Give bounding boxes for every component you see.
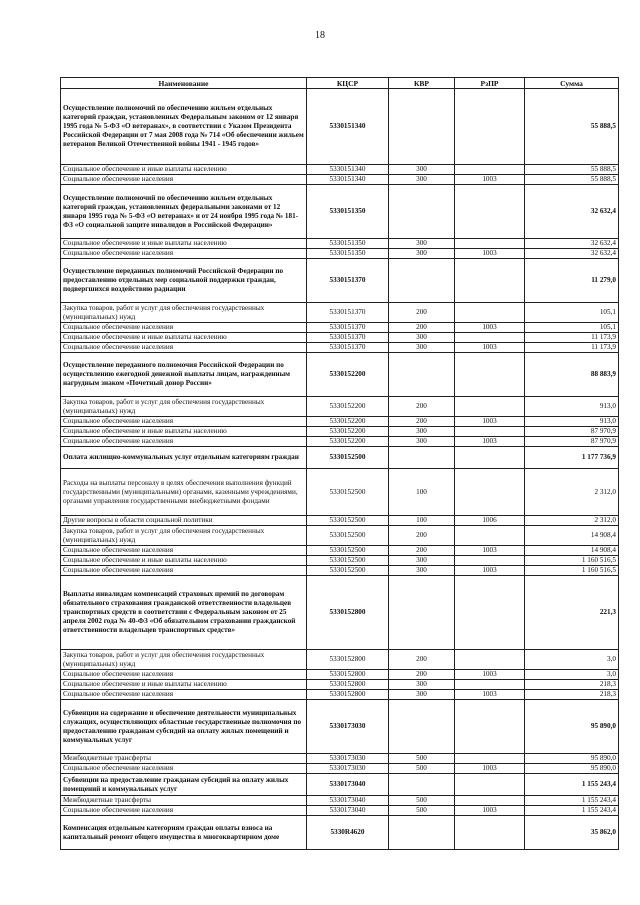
- table-row: [61, 397, 619, 417]
- cell-rzpr: [455, 259, 525, 303]
- cell-kcsr: 5330152200: [307, 397, 389, 417]
- cell-sum: 218,3: [525, 690, 619, 700]
- cell-kcsr: 5330152800: [307, 650, 389, 670]
- cell-sum: 221,3: [525, 576, 619, 650]
- table-row: [61, 249, 619, 259]
- cell-rzpr: 1003: [455, 343, 525, 353]
- cell-sum: 32 632,4: [525, 239, 619, 249]
- cell-rzpr: [455, 556, 525, 566]
- cell-kcsr: 5330R4620: [307, 816, 389, 850]
- cell-name: Социальное обеспечение населения: [61, 764, 307, 774]
- cell-sum: 55 888,5: [525, 165, 619, 175]
- header-kcsr: КЦСР: [307, 78, 389, 89]
- budget-table: [60, 77, 619, 850]
- cell-rzpr: [455, 333, 525, 343]
- cell-kvr: 200: [389, 650, 455, 670]
- cell-sum: 105,1: [525, 323, 619, 333]
- cell-name: Социальное обеспечение населения: [61, 249, 307, 259]
- cell-rzpr: [455, 447, 525, 469]
- cell-sum: 1 177 736,9: [525, 447, 619, 469]
- cell-kvr: 200: [389, 546, 455, 556]
- table-header-row: [61, 78, 619, 89]
- cell-kvr: 500: [389, 764, 455, 774]
- cell-sum: 1 155 243,4: [525, 796, 619, 806]
- cell-kcsr: 5330173040: [307, 774, 389, 796]
- cell-kvr: 200: [389, 417, 455, 427]
- table-row: [61, 650, 619, 670]
- table-row: [61, 546, 619, 556]
- cell-kcsr: 5330152800: [307, 680, 389, 690]
- cell-name: Расходы на выплаты персоналу в целях обеспечения выполнения функций государственными (муниципальными) органами, казенными учреждениями, органами управления государственными внебюджетными фондами: [61, 469, 307, 516]
- cell-kvr: [389, 700, 455, 754]
- cell-rzpr: 1003: [455, 546, 525, 556]
- cell-name: Осуществление переданных полномочий Российской Федерации по предоставлению отдельных мер социальной поддержки граждан, подвергшихся воздействию радиации: [61, 259, 307, 303]
- table-row: [61, 185, 619, 239]
- cell-name: Оплата жилищно-коммунальных услуг отдельным категориям граждан: [61, 447, 307, 469]
- header-kvr: КВР: [389, 78, 455, 89]
- cell-rzpr: [455, 89, 525, 165]
- cell-sum: 2 312,0: [525, 469, 619, 516]
- table-row: [61, 417, 619, 427]
- cell-kcsr: 5330152200: [307, 437, 389, 447]
- cell-rzpr: [455, 526, 525, 546]
- cell-sum: 11 173,9: [525, 343, 619, 353]
- cell-kcsr: 5330152800: [307, 670, 389, 680]
- cell-sum: 1 160 516,5: [525, 566, 619, 576]
- table-row: [61, 353, 619, 397]
- cell-name: Субвенции на предоставление гражданам субсидий на оплату жилых помещений и коммунальных услуг: [61, 774, 307, 796]
- cell-sum: 32 632,4: [525, 249, 619, 259]
- cell-sum: 14 908,4: [525, 526, 619, 546]
- cell-kvr: 300: [389, 690, 455, 700]
- cell-name: Осуществление полномочий по обеспечению жильем отдельных категорий граждан, установленных Федеральным законом от 12 января 1995 года № 5-ФЗ «О ветеранах», в соответствии с Указом Президента Российской Федерации от 7 мая 2008 года № 714 «Об обеспечении жильем ветеранов Великой Отечественной войны 1941 - 1945 годов»: [61, 89, 307, 165]
- cell-kvr: [389, 185, 455, 239]
- cell-sum: 913,0: [525, 397, 619, 417]
- cell-name: Закупка товаров, работ и услуг для обеспечения государственных (муниципальных) нужд: [61, 397, 307, 417]
- cell-kcsr: 5330152500: [307, 556, 389, 566]
- cell-sum: 1 155 243,4: [525, 774, 619, 796]
- cell-kvr: 300: [389, 333, 455, 343]
- table-row: [61, 427, 619, 437]
- cell-name: Социальное обеспечение и иные выплаты населению: [61, 427, 307, 437]
- cell-kvr: 100: [389, 516, 455, 526]
- cell-kcsr: 5330152500: [307, 469, 389, 516]
- cell-kcsr: 5330151350: [307, 239, 389, 249]
- cell-rzpr: 1003: [455, 690, 525, 700]
- cell-name: Социальное обеспечение населения: [61, 546, 307, 556]
- table-row: [61, 323, 619, 333]
- cell-name: Социальное обеспечение и иные выплаты населению: [61, 165, 307, 175]
- table-row: [61, 690, 619, 700]
- cell-rzpr: [455, 650, 525, 670]
- cell-kcsr: 5330173030: [307, 700, 389, 754]
- cell-kvr: 300: [389, 239, 455, 249]
- cell-kcsr: 5330152500: [307, 566, 389, 576]
- cell-sum: 1 160 516,5: [525, 556, 619, 566]
- table-row: [61, 526, 619, 546]
- cell-kvr: [389, 816, 455, 850]
- table-row: [61, 806, 619, 816]
- cell-rzpr: 1003: [455, 417, 525, 427]
- cell-kcsr: 5330152200: [307, 353, 389, 397]
- cell-kcsr: 5330152500: [307, 447, 389, 469]
- cell-rzpr: [455, 576, 525, 650]
- cell-name: Межбюджетные трансферты: [61, 796, 307, 806]
- cell-name: Социальное обеспечение населения: [61, 175, 307, 185]
- cell-kcsr: 5330151340: [307, 165, 389, 175]
- table-row: [61, 175, 619, 185]
- table-row: [61, 447, 619, 469]
- cell-kcsr: 5330151340: [307, 175, 389, 185]
- cell-sum: 87 970,9: [525, 437, 619, 447]
- table-row: [61, 165, 619, 175]
- cell-name: Социальное обеспечение населения: [61, 417, 307, 427]
- cell-sum: 105,1: [525, 303, 619, 323]
- cell-name: Социальное обеспечение и иные выплаты населению: [61, 680, 307, 690]
- cell-name: Закупка товаров, работ и услуг для обеспечения государственных (муниципальных) нужд: [61, 303, 307, 323]
- cell-sum: 913,0: [525, 417, 619, 427]
- cell-kcsr: 5330151370: [307, 343, 389, 353]
- table-row: [61, 469, 619, 516]
- cell-sum: 95 890,0: [525, 754, 619, 764]
- cell-kvr: 500: [389, 796, 455, 806]
- cell-kcsr: 5330173030: [307, 764, 389, 774]
- cell-name: Социальное обеспечение населения: [61, 690, 307, 700]
- cell-kcsr: 5330151370: [307, 323, 389, 333]
- table-row: [61, 556, 619, 566]
- cell-kcsr: 5330152500: [307, 526, 389, 546]
- cell-rzpr: [455, 303, 525, 323]
- cell-name: Социальное обеспечение населения: [61, 566, 307, 576]
- table-row: [61, 754, 619, 764]
- cell-kvr: [389, 576, 455, 650]
- cell-name: Социальное обеспечение населения: [61, 343, 307, 353]
- cell-sum: 88 883,9: [525, 353, 619, 397]
- cell-kvr: [389, 353, 455, 397]
- cell-rzpr: [455, 774, 525, 796]
- cell-name: Социальное обеспечение и иные выплаты населению: [61, 556, 307, 566]
- header-rzpr: РзПР: [455, 78, 525, 89]
- cell-sum: 95 890,0: [525, 764, 619, 774]
- cell-sum: 95 890,0: [525, 700, 619, 754]
- cell-name: Социальное обеспечение населения: [61, 806, 307, 816]
- cell-sum: 11 173,9: [525, 333, 619, 343]
- cell-rzpr: 1003: [455, 764, 525, 774]
- cell-sum: 32 632,4: [525, 185, 619, 239]
- cell-kcsr: 5330151370: [307, 259, 389, 303]
- table-row: [61, 89, 619, 165]
- cell-rzpr: 1003: [455, 437, 525, 447]
- cell-kvr: 300: [389, 566, 455, 576]
- cell-rzpr: [455, 816, 525, 850]
- cell-rzpr: 1003: [455, 323, 525, 333]
- cell-kvr: [389, 774, 455, 796]
- cell-rzpr: [455, 700, 525, 754]
- cell-kvr: 200: [389, 526, 455, 546]
- cell-kcsr: 5330152200: [307, 417, 389, 427]
- cell-kcsr: 5330173040: [307, 806, 389, 816]
- table-row: [61, 670, 619, 680]
- cell-name: Закупка товаров, работ и услуг для обеспечения государственных (муниципальных) нужд: [61, 650, 307, 670]
- cell-kvr: 300: [389, 175, 455, 185]
- table-row: [61, 796, 619, 806]
- cell-kcsr: 5330173040: [307, 796, 389, 806]
- cell-kvr: 300: [389, 249, 455, 259]
- cell-rzpr: [455, 469, 525, 516]
- cell-rzpr: [455, 427, 525, 437]
- cell-name: Выплаты инвалидам компенсаций страховых премий по договорам обязательного страхования гражданской ответственности владельцев транспортных средств в соответствии с Федеральным законом от 25 апреля 2002 года № 40-ФЗ «Об обязательном страховании гражданской ответственности владельцев транспортных средств»: [61, 576, 307, 650]
- cell-name: Осуществление переданного полномочия Российской Федерации по осуществлению ежегодной денежной выплаты лицам, награжденным нагрудным знаком «Почетный донор России»: [61, 353, 307, 397]
- cell-name: Закупка товаров, работ и услуг для обеспечения государственных (муниципальных) нужд: [61, 526, 307, 546]
- cell-kvr: 300: [389, 437, 455, 447]
- cell-kcsr: 5330173030: [307, 754, 389, 764]
- cell-kvr: [389, 447, 455, 469]
- cell-rzpr: [455, 397, 525, 417]
- cell-rzpr: [455, 239, 525, 249]
- cell-sum: 3,0: [525, 650, 619, 670]
- cell-rzpr: 1003: [455, 249, 525, 259]
- table-row: [61, 239, 619, 249]
- cell-name: Компенсация отдельным категориям граждан оплаты взноса на капитальный ремонт общего имущества в многоквартирном доме: [61, 816, 307, 850]
- cell-kvr: 300: [389, 680, 455, 690]
- cell-kcsr: 5330151370: [307, 303, 389, 323]
- cell-kvr: 200: [389, 397, 455, 417]
- cell-rzpr: 1003: [455, 566, 525, 576]
- cell-rzpr: [455, 185, 525, 239]
- cell-kvr: 200: [389, 670, 455, 680]
- cell-name: Субвенции на содержание и обеспечение деятельности муниципальных служащих, осуществляющих областные государственные полномочия по предоставлению гражданам субсидий на оплату жилых помещений и коммунальных услуг: [61, 700, 307, 754]
- cell-kcsr: 5330152800: [307, 576, 389, 650]
- cell-kvr: 500: [389, 806, 455, 816]
- cell-kvr: 300: [389, 427, 455, 437]
- cell-sum: 55 888,5: [525, 89, 619, 165]
- cell-kcsr: 5330152500: [307, 516, 389, 526]
- cell-sum: 11 279,0: [525, 259, 619, 303]
- cell-name: Социальное обеспечение населения: [61, 437, 307, 447]
- cell-kcsr: 5330152200: [307, 427, 389, 437]
- cell-kvr: 300: [389, 343, 455, 353]
- cell-sum: 1 155 243,4: [525, 806, 619, 816]
- cell-kcsr: 5330152800: [307, 690, 389, 700]
- cell-name: Другие вопросы в области социальной политики: [61, 516, 307, 526]
- cell-sum: 35 862,0: [525, 816, 619, 850]
- header-name: Наименование: [61, 78, 307, 89]
- cell-kcsr: 5330151370: [307, 333, 389, 343]
- cell-name: Социальное обеспечение и иные выплаты населению: [61, 239, 307, 249]
- cell-name: Социальное обеспечение населения: [61, 323, 307, 333]
- cell-name: Межбюджетные трансферты: [61, 754, 307, 764]
- cell-name: Осуществление полномочий по обеспечению жильем отдельных категорий граждан, установленных федеральными законами от 12 января 1995 года № 5-ФЗ «О ветеранах» и от 24 ноября 1995 года № 181-ФЗ «О социальной защите инвалидов в Российской Федерации»: [61, 185, 307, 239]
- table-row: [61, 259, 619, 303]
- table-row: [61, 774, 619, 796]
- cell-kcsr: 5330151340: [307, 89, 389, 165]
- cell-kvr: [389, 259, 455, 303]
- table-row: [61, 516, 619, 526]
- cell-kcsr: 5330151350: [307, 249, 389, 259]
- cell-sum: 55 888,5: [525, 175, 619, 185]
- cell-sum: 218,3: [525, 680, 619, 690]
- cell-kvr: 300: [389, 165, 455, 175]
- table-row: [61, 576, 619, 650]
- cell-kvr: 200: [389, 303, 455, 323]
- table-row: [61, 566, 619, 576]
- table-row: [61, 303, 619, 323]
- cell-rzpr: [455, 353, 525, 397]
- cell-kvr: 100: [389, 469, 455, 516]
- table-row: [61, 680, 619, 690]
- cell-rzpr: [455, 754, 525, 764]
- table-row: [61, 437, 619, 447]
- cell-name: Социальное обеспечение и иные выплаты населению: [61, 333, 307, 343]
- cell-kvr: 500: [389, 754, 455, 764]
- header-sum: Сумма: [525, 78, 619, 89]
- cell-kcsr: 5330151350: [307, 185, 389, 239]
- cell-kvr: [389, 89, 455, 165]
- cell-sum: 14 908,4: [525, 546, 619, 556]
- cell-rzpr: 1003: [455, 806, 525, 816]
- cell-rzpr: [455, 165, 525, 175]
- cell-sum: 87 970,9: [525, 427, 619, 437]
- cell-kvr: 200: [389, 323, 455, 333]
- cell-kcsr: 5330152500: [307, 546, 389, 556]
- cell-rzpr: [455, 680, 525, 690]
- page-number: 18: [315, 30, 325, 41]
- table-row: [61, 816, 619, 850]
- table-row: [61, 764, 619, 774]
- cell-rzpr: 1003: [455, 175, 525, 185]
- table-row: [61, 700, 619, 754]
- cell-sum: 3,0: [525, 670, 619, 680]
- table-body: [61, 89, 619, 850]
- cell-name: Социальное обеспечение населения: [61, 670, 307, 680]
- cell-rzpr: 1006: [455, 516, 525, 526]
- cell-kvr: 300: [389, 556, 455, 566]
- table-row: [61, 333, 619, 343]
- cell-sum: 2 312,0: [525, 516, 619, 526]
- cell-rzpr: 1003: [455, 670, 525, 680]
- table-row: [61, 343, 619, 353]
- cell-rzpr: [455, 796, 525, 806]
